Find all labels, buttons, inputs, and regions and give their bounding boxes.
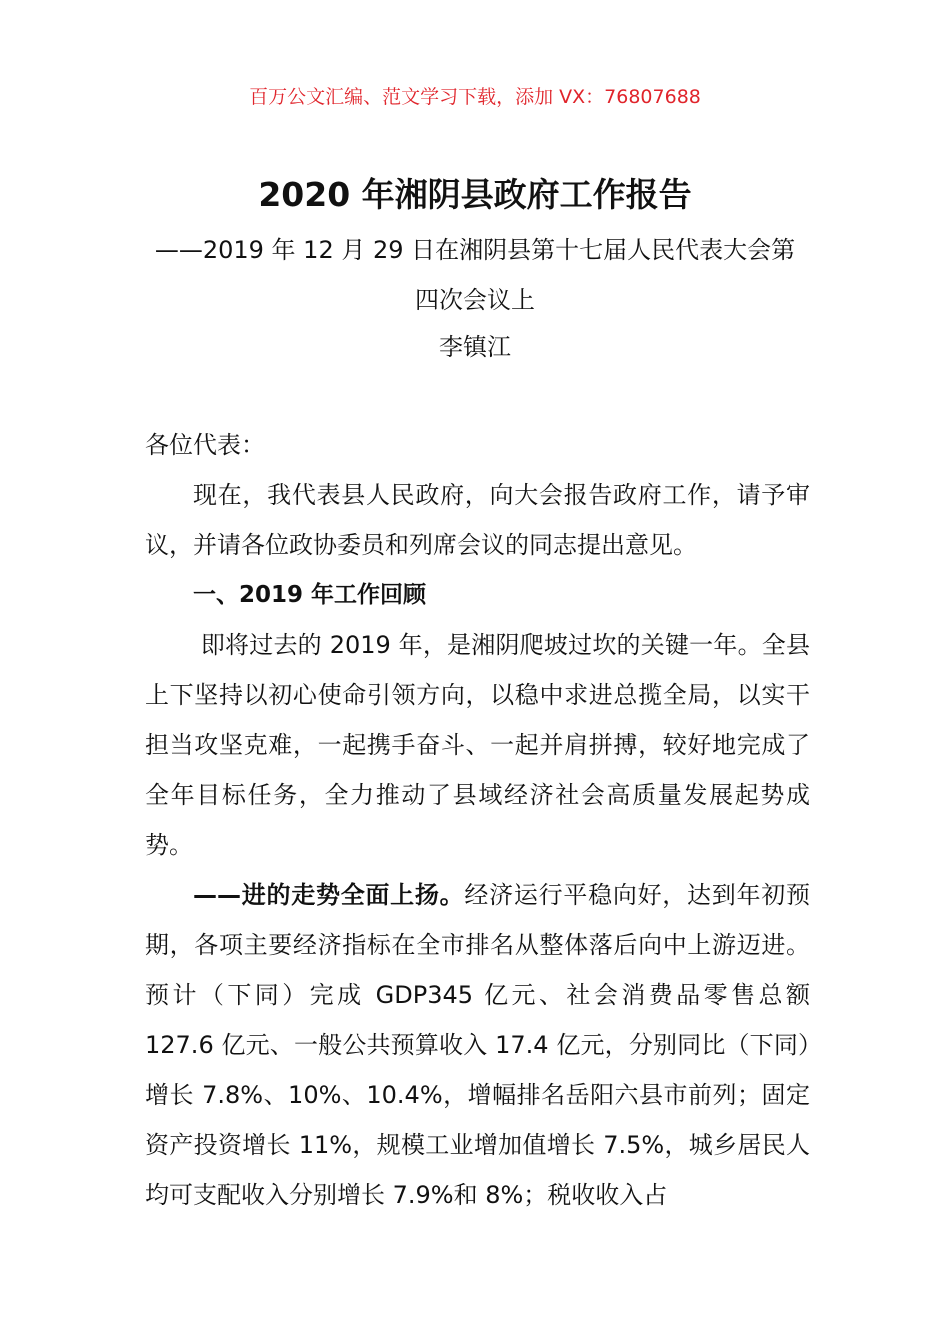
document-author: 李镇江 (439, 333, 511, 361)
section-heading: 一、2019 年工作回顾 (193, 582, 427, 608)
salutation: 各位代表： (145, 431, 265, 459)
trend-text: 经济运行平稳向好，达到年初预期，各项主要经济指标在全市排名从整体落后向中上游迈进。预计（下同）完成 GDP345 亿元、社会消费品零售总额 127.6 亿元、一般公共预算收入 17.4 亿元，分别同比（下同）增长 7.8%、10%、10.4%，增幅排名岳阳六县市前列；固定资产投资增长 11%，规模工业增加值增长 7.5%，城乡居民人均可支配收入分别增长 7.9%和 8%；税收收入占 (145, 881, 810, 1209)
trend-lead: ——进的走势全面上扬。 (193, 881, 465, 909)
document-subtitle: ——2019 年 12 月 29 日在湘阴县第十七届人民代表大会第四次会议上 (154, 236, 796, 314)
trend-paragraph (145, 870, 810, 1220)
promo-banner: 百万公文汇编、范文学习下载，添加 VX：76807688 (249, 86, 701, 108)
intro-paragraph: 现在，我代表县人民政府，向大会报告政府工作，请予审议，并请各位政协委员和列席会议的同志提出意见。 (145, 481, 810, 559)
review-paragraph: 即将过去的 2019 年，是湘阴爬坡过坎的关键一年。全县上下坚持以初心使命引领方向，以稳中求进总揽全局，以实干担当攻坚克难，一起携手奋斗、一起并肩拼搏，较好地完成了全年目标任务，全力推动了县域经济社会高质量发展起势成势。 (145, 631, 810, 859)
document-body (145, 420, 810, 1220)
document-title: 2020 年湘阴县政府工作报告 (258, 175, 692, 214)
